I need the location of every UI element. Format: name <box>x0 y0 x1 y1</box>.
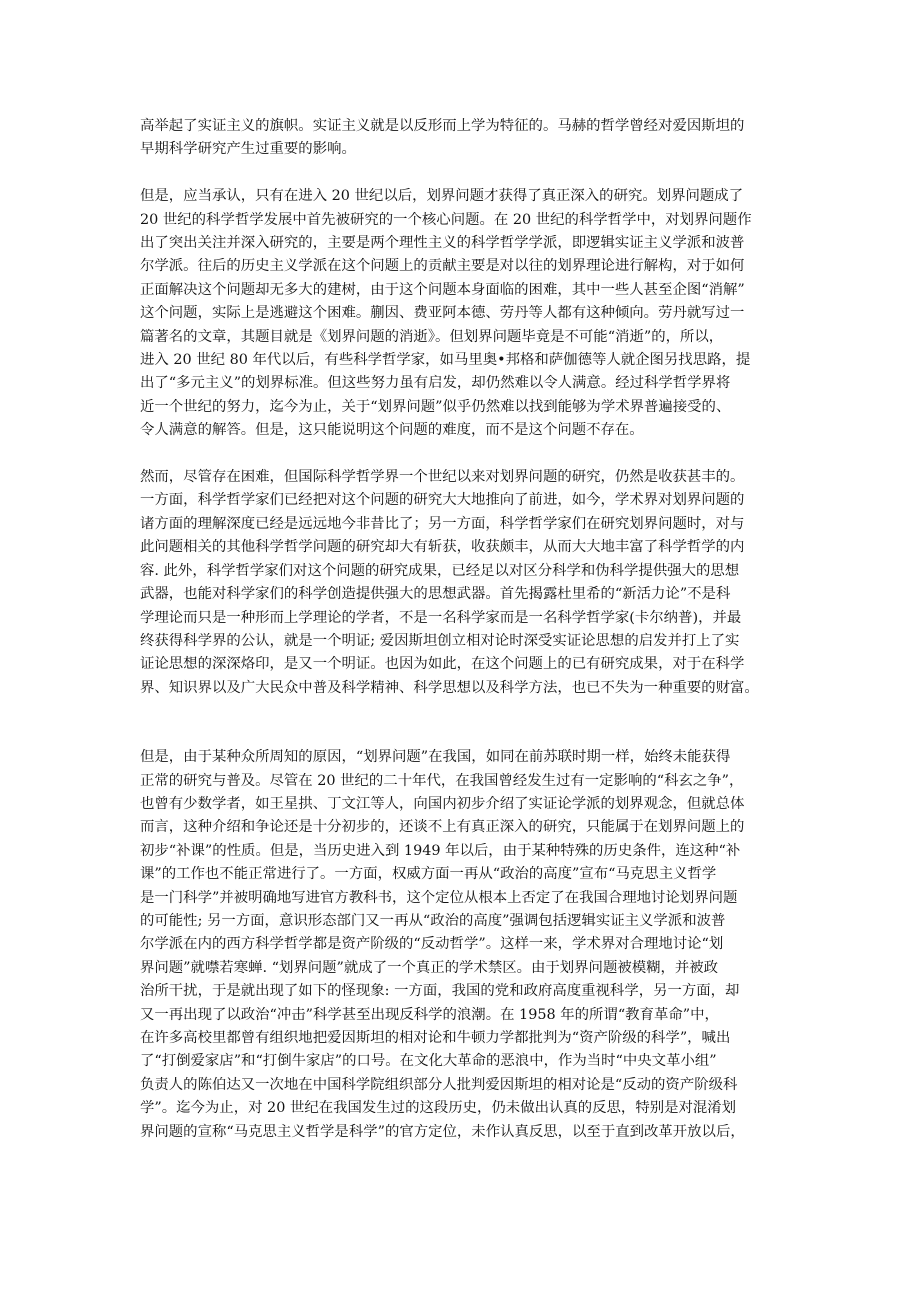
paragraph-spacer <box>140 443 794 466</box>
document-body <box>140 115 794 1144</box>
paragraph-spacer <box>140 162 794 185</box>
paragraph-1: 高举起了实证主义的旗帜。实证主义就是以反形而上学为特征的。马赫的哲学曾经对爱因斯坦的 早期科学研究产生过重要的影响。 <box>140 118 745 158</box>
paragraph-4: 但是，由于某种众所周知的原因，“划界问题”在我国，如同在前苏联时期一样，始终未能获得 正常的研究与普及。尽管在 20 世纪的二十年代，在我国曾经发生过有一定影响的“科玄之争”， 也曾有少数学者，如王星拱、丁文江等人，向国内初步介绍了实证论学派的划界观念，但就总体 而言，这种介绍和争论还是十分初步的，还谈不上有真正深入的研究，只能属于在划界问题上的 初步“补课”的性质。但是，当历史进入到 1949 年以后，由于某种特殊的历史条件，连这种“补 课”的工作也不能正常进行了。一方面，权威方面一再从“政治的高度”宣布“马克思主义哲学 是一门科学”并被明确地写进官方教科书，这个定位从根本上否定了在我国合理地讨论划界问题 的可能性; 另一方面，意识形态部门又一再从“政治的高度”强调包括逻辑实证主义学派和波普 尔学派在内的西方科学哲学都是资产阶级的“反动哲学”。这样一来，学术界对合理地讨论“划 界问题”就噤若寒蝉. “划界问题”就成了一个真正的学术禁区。由于划界问题被模糊，并被政 治所干扰，于是就出现了如下的怪现象: 一方面，我国的党和政府高度重视科学，另一方面，却 又一再出现了以政治“冲击”科学甚至出现反科学的浪潮。在 1958 年的所谓“教育革命”中， 在许多高校里都曾有组织地把爱因斯坦的相对论和牛顿力学都批判为“资产阶级的科学”，喊出 了“打倒爱家店”和“打倒牛家店”的口号。在文化大革命的恶浪中，作为当时“中央文革小组” 负责人的陈伯达又一次地在中国科学院组织部分人批判爱因斯坦的相对论是“反动的资产阶级科 学”。迄今为止，对 20 世纪在我国发生过的这段历史，仍未做出认真的反思，特别是对混淆划 界问题的宣称“马克思主义哲学是科学”的官方定位，未作认真反思，以至于直到改革开放以后， <box>140 749 745 1140</box>
paragraph-spacer <box>140 700 794 746</box>
paragraph-3: 然而，尽管存在困难，但国际科学哲学界一个世纪以来对划界问题的研究，仍然是收获甚丰的。 一方面，科学哲学家们已经把对这个问题的研究大大地推向了前进，如今，学术界对划界问题的 诸方面的理解深度已经是远远地今非昔比了；另一方面，科学哲学家们在研究划界问题时，对与 此问题相关的其他科学哲学问题的研究却大有斩获，收获颇丰，从而大大地丰富了科学哲学的内 容. 此外，科学哲学家们对这个问题的研究成果，已经足以对区分科学和伪科学提供强大的思想 武器，也能对科学家们的科学创造提供强大的思想武器。首先揭露杜里希的“新活力论”不是科 学理论而只是一种形而上学理论的学者，不是一名科学家而是一名科学哲学家(卡尔纳普)，并最 终获得科学界的公认，就是一个明证; 爱因斯坦创立相对论时深受实证论思想的启发并打上了实 证论思想的深深烙印，是又一个明证。也因为如此，在这个问题上的已有研究成果，对于在科学 界、知识界以及广大民众中普及科学精神、科学思想以及科学方法，也已不失为一种重要的财富。 <box>140 469 759 696</box>
paragraph-2: 但是，应当承认，只有在进入 20 世纪以后，划界问题才获得了真正深入的研究。划界问题成了 20 世纪的科学哲学发展中首先被研究的一个核心问题。在 20 世纪的科学哲学中，对划界问题作 出了突出关注并深入研究的，主要是两个理性主义的科学哲学学派，即逻辑实证主义学派和波普 尔学派。往后的历史主义学派在这个问题上的贡献主要是对以往的划界理论进行解构，对于如何 正面解决这个问题却无多大的建树，由于这个问题本身面临的困难，其中一些人甚至企图“消解” 这个问题，实际上是逃避这个困难。蒯因、费亚阿本德、劳丹等人都有这种倾向。劳丹就写过一 篇著名的文章，其题目就是《划界问题的消逝》。但划界问题毕竟是不可能“消逝”的，所以， 进入 20 世纪 80 年代以后，有些科学哲学家，如马里奥•邦格和萨伽德等人就企图另找思路，提 出了“多元主义”的划界标准。但这些努力虽有启发，却仍然难以令人满意。经过科学哲学界将 近一个世纪的努力，迄今为止，关于“划界问题”似乎仍然难以找到能够为学术界普遍接受的、 令人满意的解答。但是，这只能说明这个问题的难度，而不是这个问题不存在。 <box>140 188 752 439</box>
